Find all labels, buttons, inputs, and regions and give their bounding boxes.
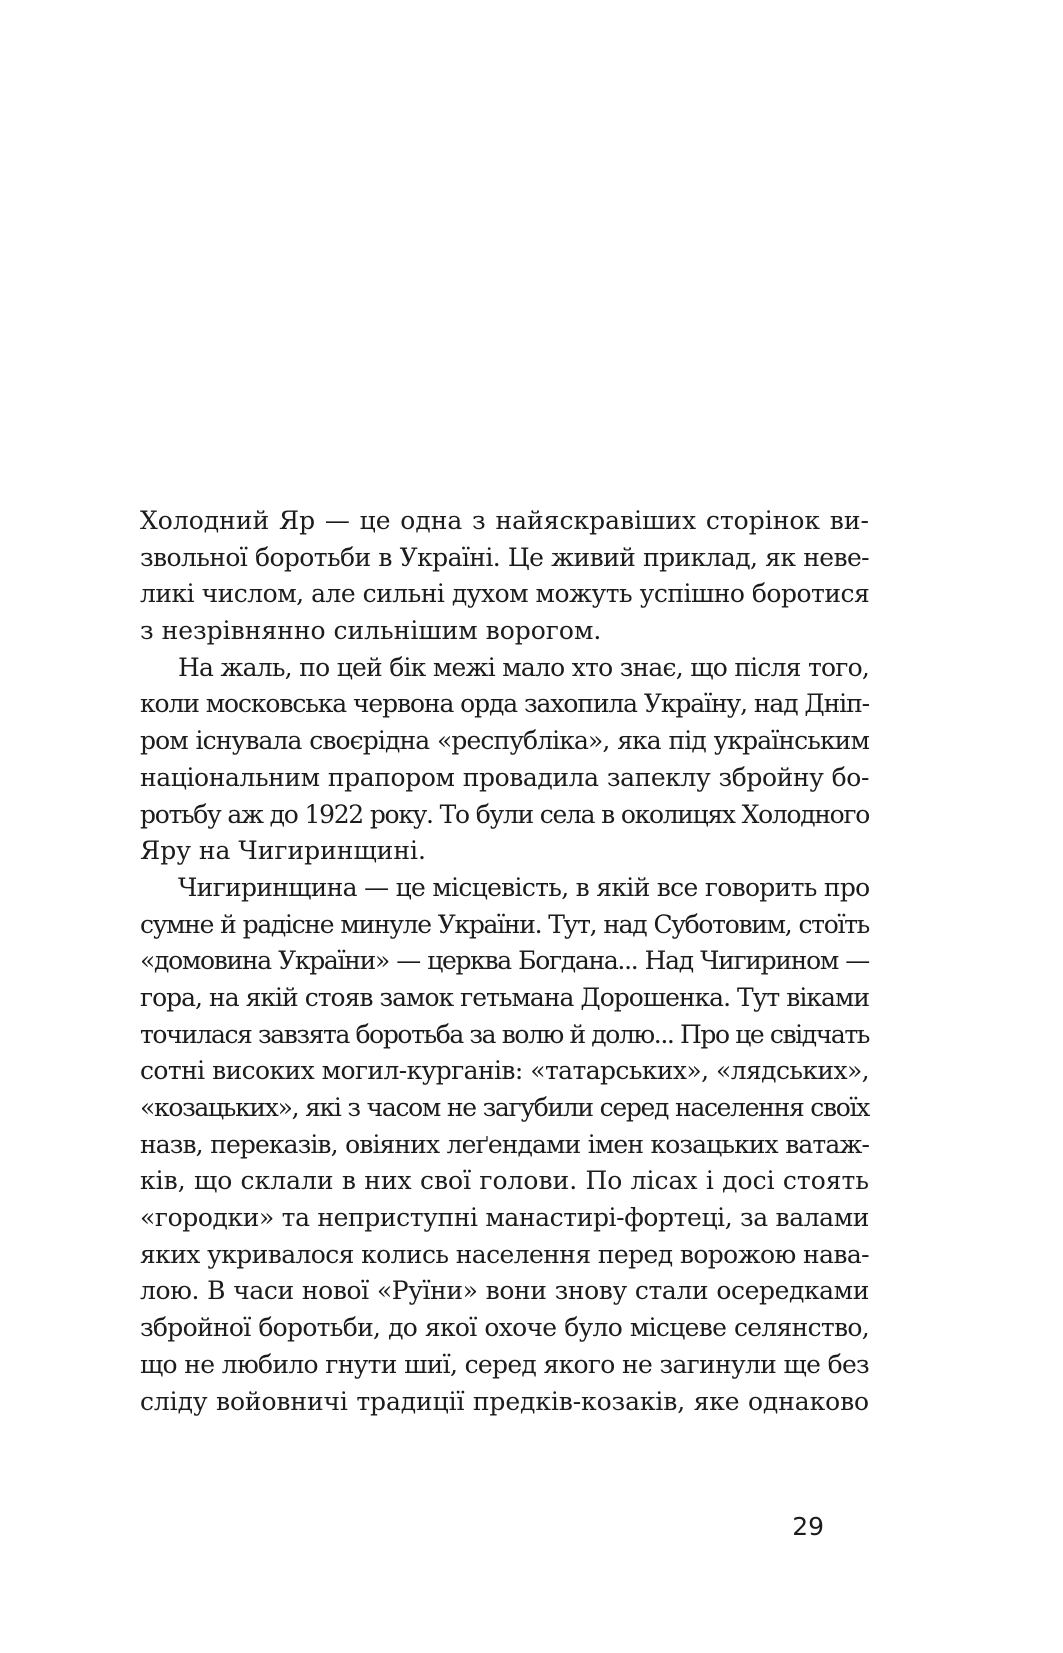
text-line: ротьбу аж до 1922 року. То були села в околицях Холодного xyxy=(140,799,869,829)
text-line: На жаль, по цей бік межі мало хто знає, що після того, xyxy=(178,652,869,682)
text-line: сотні високих могил-курганів: «татарських», «лядських», xyxy=(140,1056,869,1086)
text-line: «домовина України» — церква Богдана... Над Чигирином — xyxy=(140,946,869,976)
text-line: Яру на Чигиринщині. xyxy=(140,836,426,866)
text-line: Чигиринщина — це місцевість, в якій все говорить про xyxy=(178,872,870,902)
text-line: лою. В часи нової «Руїни» вони знову стали осередками xyxy=(140,1276,869,1306)
text-line: національним прапором провадила запеклу збройну бо- xyxy=(140,762,869,792)
text-line: що не любило гнути шиї, серед якого не загинули ще без xyxy=(140,1349,869,1379)
text-line: сліду войовничі традиції предків-козаків, яке однаково xyxy=(140,1386,869,1416)
text-line: точилася завзята боротьба за волю й долю... Про це свідчать xyxy=(140,1019,869,1049)
text-line: ликі числом, але сильні духом можуть успішно боротися xyxy=(140,579,870,609)
text-line: з незрівнянно сильнішим ворогом. xyxy=(140,616,602,646)
paragraph xyxy=(140,870,869,1420)
text-line: ром існувала своєрідна «республіка», яка під українським xyxy=(140,726,869,756)
text-line: яких укривалося колись населення перед ворожою нава- xyxy=(140,1239,869,1269)
text-line: коли московська червона орда захопила Україну, над Дніп- xyxy=(140,689,869,719)
page-number: 29 xyxy=(792,1512,824,1541)
body-text xyxy=(140,503,869,1420)
text-line: гора, на якій стояв замок гетьмана Дорошенка. Тут віками xyxy=(140,982,869,1012)
text-line: «городки» та неприступні манастирі-фортеці, за валами xyxy=(140,1203,869,1233)
paragraph xyxy=(140,650,869,870)
text-line: сумне й радісне минуле України. Тут, над Суботовим, стоїть xyxy=(140,909,869,939)
text-line: збройної боротьби, до якої охоче було місцеве селянство, xyxy=(140,1313,869,1343)
text-line: «козацьких», які з часом не загубили серед населення своїх xyxy=(140,1093,869,1122)
paragraph xyxy=(140,503,869,650)
text-line: назв, переказів, овіяних леґендами імен козацьких ватаж- xyxy=(140,1129,869,1159)
text-line: звольної боротьби в Україні. Це живий приклад, як неве- xyxy=(140,542,869,572)
text-line: ків, що склали в них свої голови. По лісах і досі стоять xyxy=(140,1166,869,1196)
text-line: Холодний Яр — це одна з найяскравіших сторінок ви- xyxy=(140,506,869,535)
